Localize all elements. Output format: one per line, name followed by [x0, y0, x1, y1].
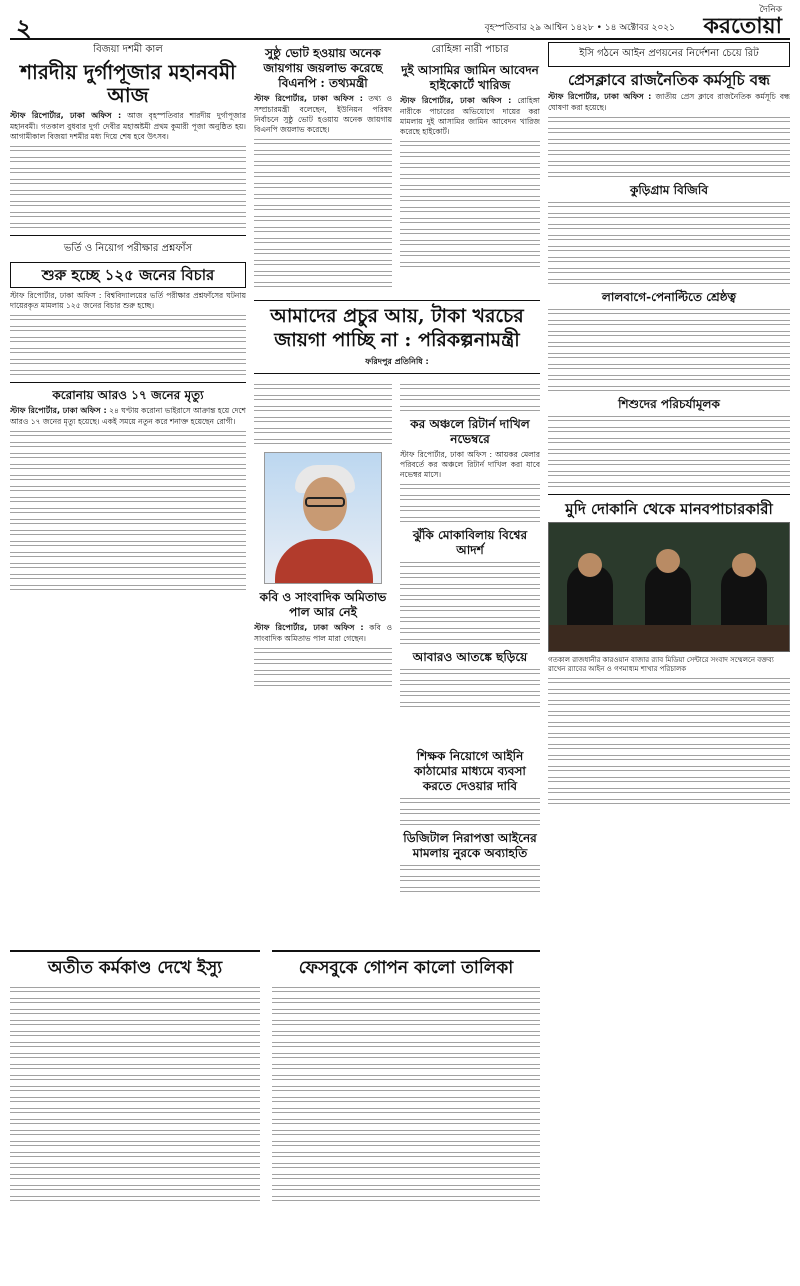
kicker-exam: ভর্তি ও নিয়োগ পরীক্ষার প্রশ্নফাঁস	[63, 243, 193, 255]
headline-teachers: শিক্ষক নিয়োগে আইনি কাঠামোর মাধ্যমে ব্যবসা করতে দেওয়ার দাবি	[414, 749, 526, 793]
headline-planning-minister: আমাদের প্রচুর আয়, টাকা খরচের জায়গা পাচ্ছি না : পরিকল্পনামন্ত্রী	[270, 305, 524, 351]
wide-headline-block	[254, 300, 540, 374]
page-number: ২	[16, 13, 32, 42]
headline-kurigram: কুড়িগ্রাম বিজিবি	[629, 182, 709, 197]
headline-facebook-list: ফেসবুকে গোপন কালো তালিকা	[272, 950, 540, 983]
article-lead: জাতীয় প্রেস ক্লাবে রাজনৈতিক কর্মসূচি বন্ধ ঘোষণা করা হয়েছে।	[548, 92, 790, 112]
article-return-body: স্টাফ রিপোর্টার, ঢাকা অফিস : আয়কর মেলার পরিবর্তে কর অঞ্চলে রিটার্ন দাখিল করা যাবে নভেম্বর মাসে।	[400, 450, 540, 480]
headline-past-activity: অতীত কর্মকাণ্ড দেখে ইস্যু	[10, 950, 260, 983]
headline-return: কর অঞ্চলে রিটার্ন দাখিল নভেম্বরে	[410, 417, 530, 446]
article-lead: আজ বৃহস্পতিবার শারদীয় দুর্গাপূজার মহানবমী। গতকাল বুধবার দুর্গা দেবীর মহাঅষ্টমী প্রথম কুমারী পূজা অনুষ্ঠিত হয়। আগামীকাল বিজয়া দশমীর মধ্য দিয়ে শেষ হবে উৎসব।	[10, 111, 246, 141]
column-4	[548, 42, 790, 1272]
article-covid-body	[10, 406, 246, 427]
article-bail-body	[400, 96, 540, 137]
headline-covid: করোনায় আরও ১৭ জনের মৃত্যু	[52, 388, 204, 403]
masthead	[10, 6, 790, 40]
byline: স্টাফ রিপোর্টার, ঢাকা অফিস :	[10, 111, 122, 120]
byline: স্টাফ রিপোর্টার, ঢাকা অফিস :	[548, 92, 652, 101]
headline-digital-security: ডিজিটাল নিরাপত্তা আইনের মামলায় নুরকে অব্যাহতি	[403, 831, 537, 860]
article-obit-body	[254, 623, 392, 644]
article-trial-body: স্টাফ রিপোর্টার, ঢাকা অফিস : বিশ্ববিদ্যালয়ের ভর্তি পরীক্ষার প্রশ্নফাঁসের ঘটনায় দায়েরকৃত মামলায় ১২৫ জনের বিচার শুরু হচ্ছে।	[10, 291, 246, 311]
headline-bail: দুই আসামির জামিন আবেদন হাইকোর্টে খারিজ	[401, 63, 539, 92]
portrait-photo	[264, 452, 382, 584]
headline-obituary: কবি ও সাংবাদিক অমিতাভ পাল আর নেই	[259, 590, 387, 619]
kicker: বিজয়া দশমী কাল	[93, 44, 163, 55]
byline: স্টাফ রিপোর্টার, ঢাকা অফিস :	[10, 406, 107, 416]
headline-durga-puja: শারদীয় দুর্গাপূজার মহানবমী আজ	[20, 60, 236, 107]
column-2	[254, 42, 392, 292]
column-2-lower	[254, 380, 392, 740]
photo-caption: গতকাল রাজধানীর কারওয়ান বাজার র‌্যাব মিডিয়া সেন্টারে সংবাদ সম্মেলনে বক্তব্য রাখেন র‌্যাবের আইন ও গণমাধ্যম শাখার পরিচালক	[548, 655, 774, 674]
article-bnp-body	[254, 94, 392, 135]
article-body	[10, 111, 246, 142]
headline-trial: শুরু হচ্ছে ১২৫ জনের বিচার	[10, 262, 246, 288]
kicker-rohingya: রোহিঙ্গা নারী পাচার	[431, 44, 509, 55]
byline: ফরিদপুর প্রতিনিধি :	[365, 356, 429, 366]
headline-trafficker: মুদি দোকানি থেকে মানবপাচারকারী	[565, 499, 773, 518]
article-lead: কবি ও সাংবাদিক অমিতাভ পাল মারা গেছেন।	[254, 623, 392, 643]
article-pressclub-body	[548, 92, 790, 113]
brand-name: করতোয়া	[703, 13, 782, 39]
bottom-band	[10, 950, 540, 1206]
press-conference-photo	[548, 522, 790, 652]
column-3-bottom	[400, 745, 540, 945]
headline-bnp: সুষ্ঠু ভোট হওয়ায় অনেক জায়গায় জয়লাভ করেছে বিএনপি : তথ্যমন্ত্রী	[263, 46, 383, 90]
brand-logo	[703, 6, 782, 37]
byline: স্টাফ রিপোর্টার, ঢাকা অফিস :	[400, 96, 512, 105]
brand-small: দৈনিক	[759, 5, 782, 15]
article-lead: তথ্য ও সম্প্রচারমন্ত্রী বলেছেন, ইউনিয়ন পরিষদ নির্বাচনে সুষ্ঠু ভোট হওয়ায় অনেক জায়গায় বিএনপি জয়লাভ করেছে।	[254, 94, 392, 135]
headline-lalbag: লালবাগে-পেনাল্টিতে শ্রেষ্ঠত্ব	[601, 289, 737, 304]
kicker-ec: ইসি গঠনে আইন প্রণয়নের নির্দেশনা চেয়ে রিট	[548, 42, 790, 67]
headline-pressclub: প্রেসক্লাবে রাজনৈতিক কর্মসূচি বন্ধ	[568, 71, 770, 89]
column-3-lower	[400, 380, 540, 740]
article-lead: রোহিঙ্গা নারীকে পাচারের অভিযোগে দায়ের করা মামলায় দুই আসামির জামিন আবেদন খারিজ করেছে হাইকোর্ট।	[400, 96, 540, 137]
headline-children: শিশুদের পরিচর্যামূলক	[618, 396, 720, 411]
headline-risk: ঝুঁকি মোকাবিলায় বিশ্বের আদর্শ	[412, 528, 528, 558]
dateline: বৃহস্পতিবার ২৯ আশ্বিন ১৪২৮ • ১৪ অক্টোবর ২০২১	[484, 23, 675, 33]
article-lead: ২৪ ঘণ্টায় করোনা ভাইরাসে আক্রান্ত হয়ে দেশে আরও ১৭ জনের মৃত্যু হয়েছে। একই সময়ে নতুন করে শনাক্ত হয়েছেন রোগী।	[10, 406, 246, 427]
headline-again: আবারও আতঙ্কে ছড়িয়ে	[412, 650, 528, 665]
column-1	[10, 42, 246, 692]
byline: স্টাফ রিপোর্টার, ঢাকা অফিস :	[254, 623, 364, 632]
column-3	[400, 42, 540, 292]
byline: স্টাফ রিপোর্টার, ঢাকা অফিস :	[254, 94, 363, 103]
